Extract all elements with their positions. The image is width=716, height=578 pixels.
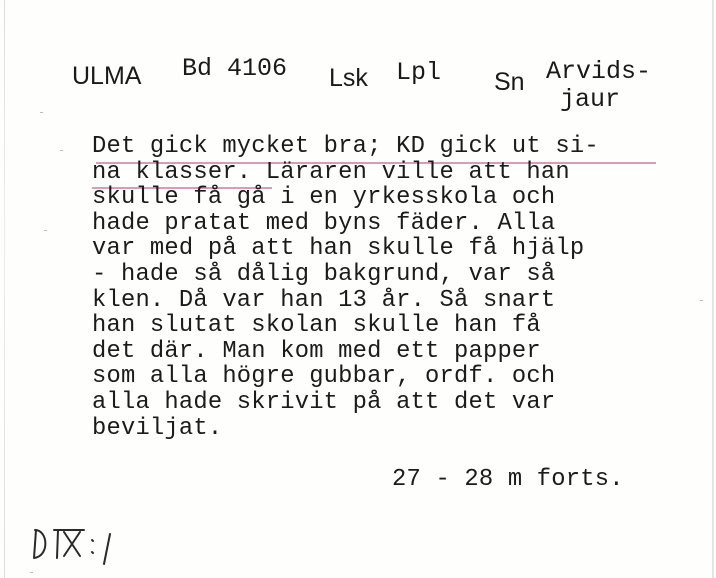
transcript-text xyxy=(92,134,599,441)
card-left-edge xyxy=(4,0,5,578)
text-line: alla hade skrivit på att det var xyxy=(92,388,556,416)
archive-code: ULMA xyxy=(72,62,142,90)
text-line: - hade så dålig bakgrund, var så xyxy=(92,260,556,288)
card-right-edge xyxy=(712,0,714,578)
parish-label: Lpl xyxy=(396,58,442,87)
handwritten-signature xyxy=(28,520,128,568)
page-reference: 27 - 28 m forts. xyxy=(392,466,624,493)
place-name-line1: Arvids- xyxy=(546,57,652,86)
text-line: skulle få gå i en yrkesskola och xyxy=(92,184,556,212)
text-line: beviljat. xyxy=(92,414,223,442)
text-line: Det gick mycket bra; KD gick ut si- xyxy=(92,133,599,160)
text-line: som alla högre gubbar, ordf. och xyxy=(92,363,556,391)
text-line: klen. Då var han 13 år. Så snart xyxy=(92,286,556,314)
text-line: var med på att han skulle få hjälp xyxy=(92,235,585,263)
text-line: hade pratat med byns fäder. Alla xyxy=(92,209,556,237)
place-name-line2: jaur xyxy=(560,85,621,114)
text-line: na klasser. Läraren ville att han xyxy=(92,158,570,186)
sn-label: Sn xyxy=(494,68,525,96)
province-label: Lsk xyxy=(329,64,368,92)
record-number: Bd 4106 xyxy=(182,54,288,83)
text-line: det där. Man kom med ett papper xyxy=(92,337,541,365)
text-line: han slutat skolan skulle han få xyxy=(92,312,541,340)
